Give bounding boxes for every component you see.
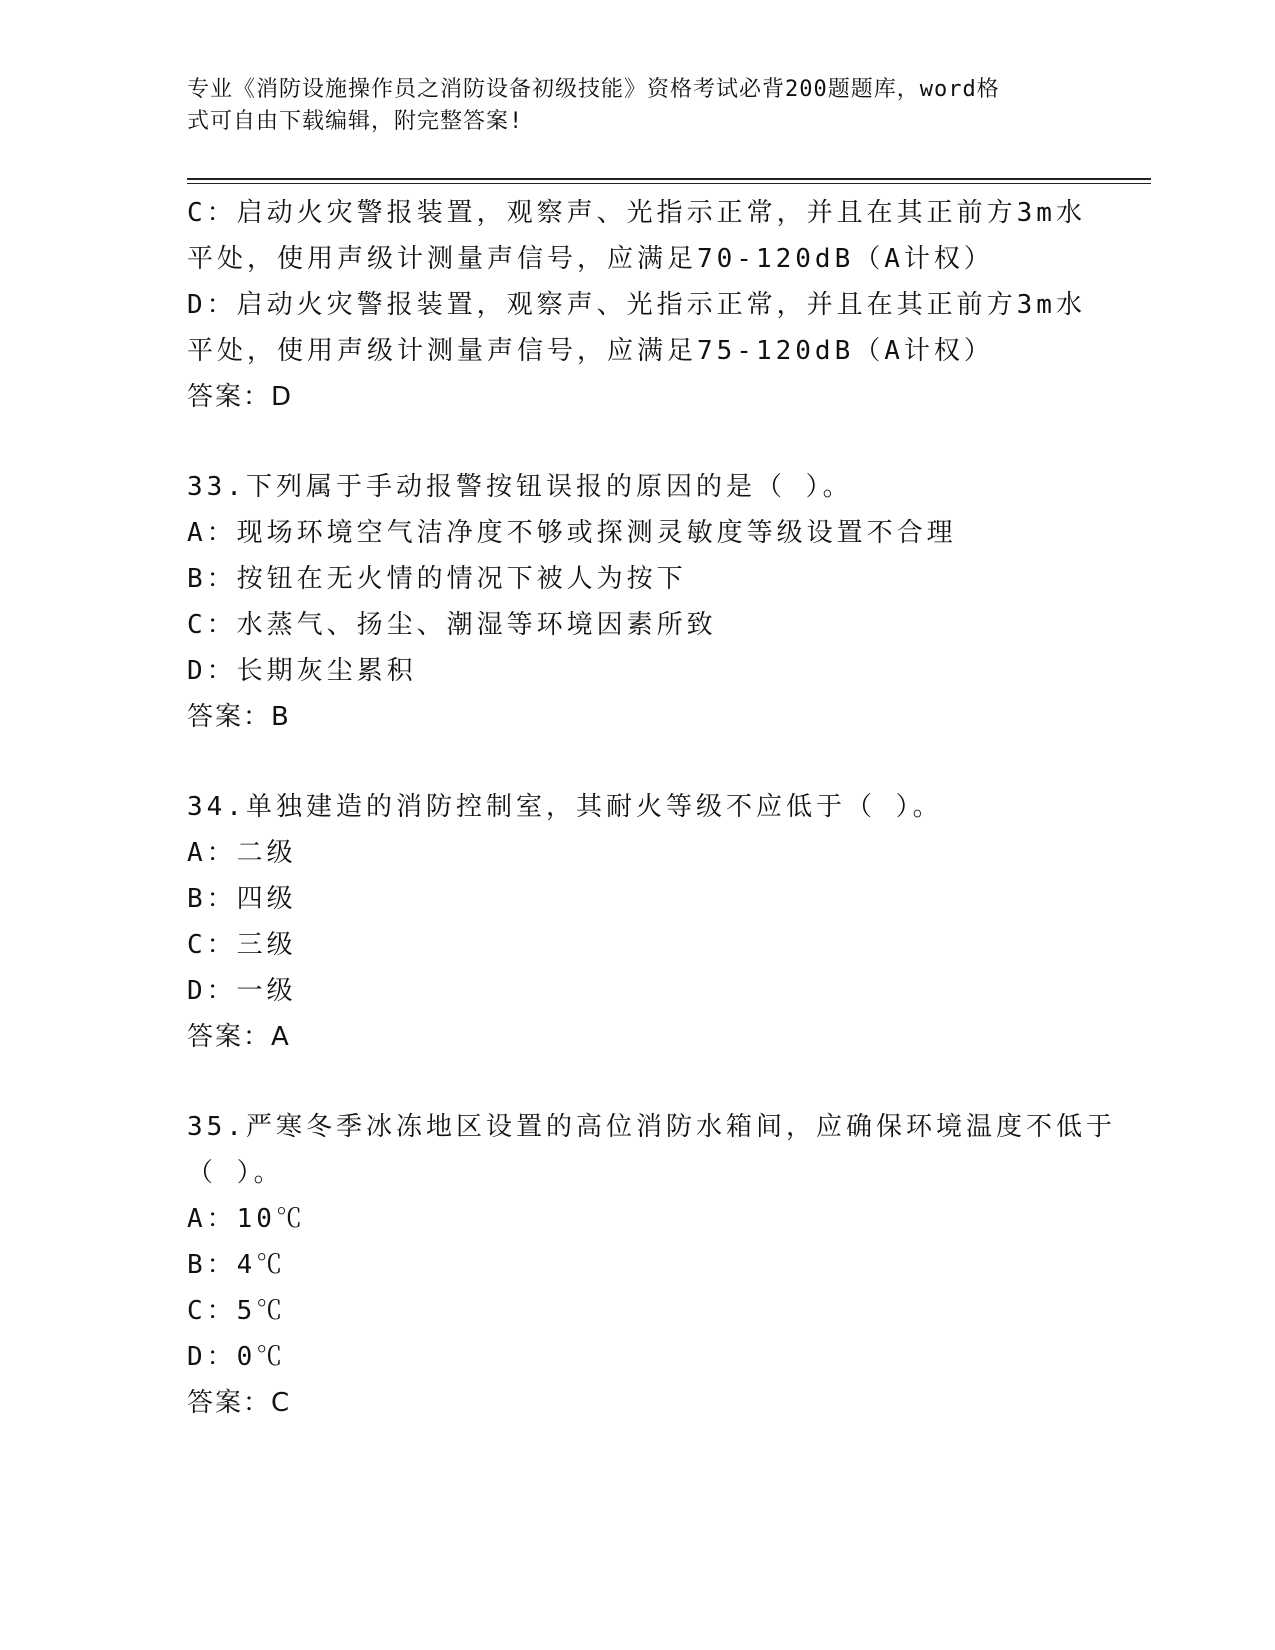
question-stem-line-2: （ ）。 bbox=[187, 1158, 284, 1188]
answer-label: 答案：A bbox=[187, 1022, 291, 1052]
option-d: D：长期灰尘累积 bbox=[187, 656, 417, 686]
option-a: A：二级 bbox=[187, 838, 297, 868]
option-d: D：0℃ bbox=[187, 1342, 287, 1372]
document-header bbox=[187, 74, 1067, 138]
question-35 bbox=[187, 1104, 1116, 1426]
option-a: A：现场环境空气洁净度不够或探测灵敏度等级设置不合理 bbox=[187, 518, 957, 548]
option-b: B：4℃ bbox=[187, 1250, 287, 1280]
spacer bbox=[187, 420, 1087, 464]
option-c: C：5℃ bbox=[187, 1296, 287, 1326]
question-34 bbox=[187, 784, 1087, 1060]
option-b: B：四级 bbox=[187, 884, 297, 914]
spacer bbox=[187, 740, 1087, 784]
header-line-1: 专业《消防设施操作员之消防设备初级技能》资格考试必背200题题库，word格 bbox=[187, 77, 1000, 102]
option-d-line-2: 平处，使用声级计测量声信号，应满足75-120dB（A计权） bbox=[187, 336, 994, 366]
option-c: C：水蒸气、扬尘、潮湿等环境因素所致 bbox=[187, 610, 717, 640]
spacer bbox=[187, 1060, 1087, 1104]
answer-label: 答案：C bbox=[187, 1388, 292, 1418]
question-content bbox=[187, 190, 1116, 1426]
option-c-line-1: C：启动火灾警报装置，观察声、光指示正常，并且在其正前方3m水 bbox=[187, 198, 1086, 228]
header-line-2: 式可自由下载编辑，附完整答案! bbox=[187, 109, 524, 134]
header-rule-thin bbox=[187, 183, 1151, 184]
answer-label: 答案：D bbox=[187, 382, 294, 412]
question-stem: 34.单独建造的消防控制室，其耐火等级不应低于（ ）。 bbox=[187, 792, 943, 822]
option-d-line-1: D：启动火灾警报装置，观察声、光指示正常，并且在其正前方3m水 bbox=[187, 290, 1086, 320]
option-b: B：按钮在无火情的情况下被人为按下 bbox=[187, 564, 687, 594]
option-d: D：一级 bbox=[187, 976, 297, 1006]
question-stem: 33.下列属于手动报警按钮误报的原因的是（ ）。 bbox=[187, 472, 853, 502]
question-33 bbox=[187, 464, 1087, 740]
option-a: A：10℃ bbox=[187, 1204, 306, 1234]
answer-label: 答案：B bbox=[187, 702, 291, 732]
question-stem-line-1: 35.严寒冬季冰冻地区设置的高位消防水箱间，应确保环境温度不低于 bbox=[187, 1112, 1116, 1142]
option-c-line-2: 平处，使用声级计测量声信号，应满足70-120dB（A计权） bbox=[187, 244, 994, 274]
previous-question-continuation bbox=[187, 190, 1087, 420]
header-rule-thick bbox=[187, 178, 1151, 180]
option-c: C：三级 bbox=[187, 930, 297, 960]
